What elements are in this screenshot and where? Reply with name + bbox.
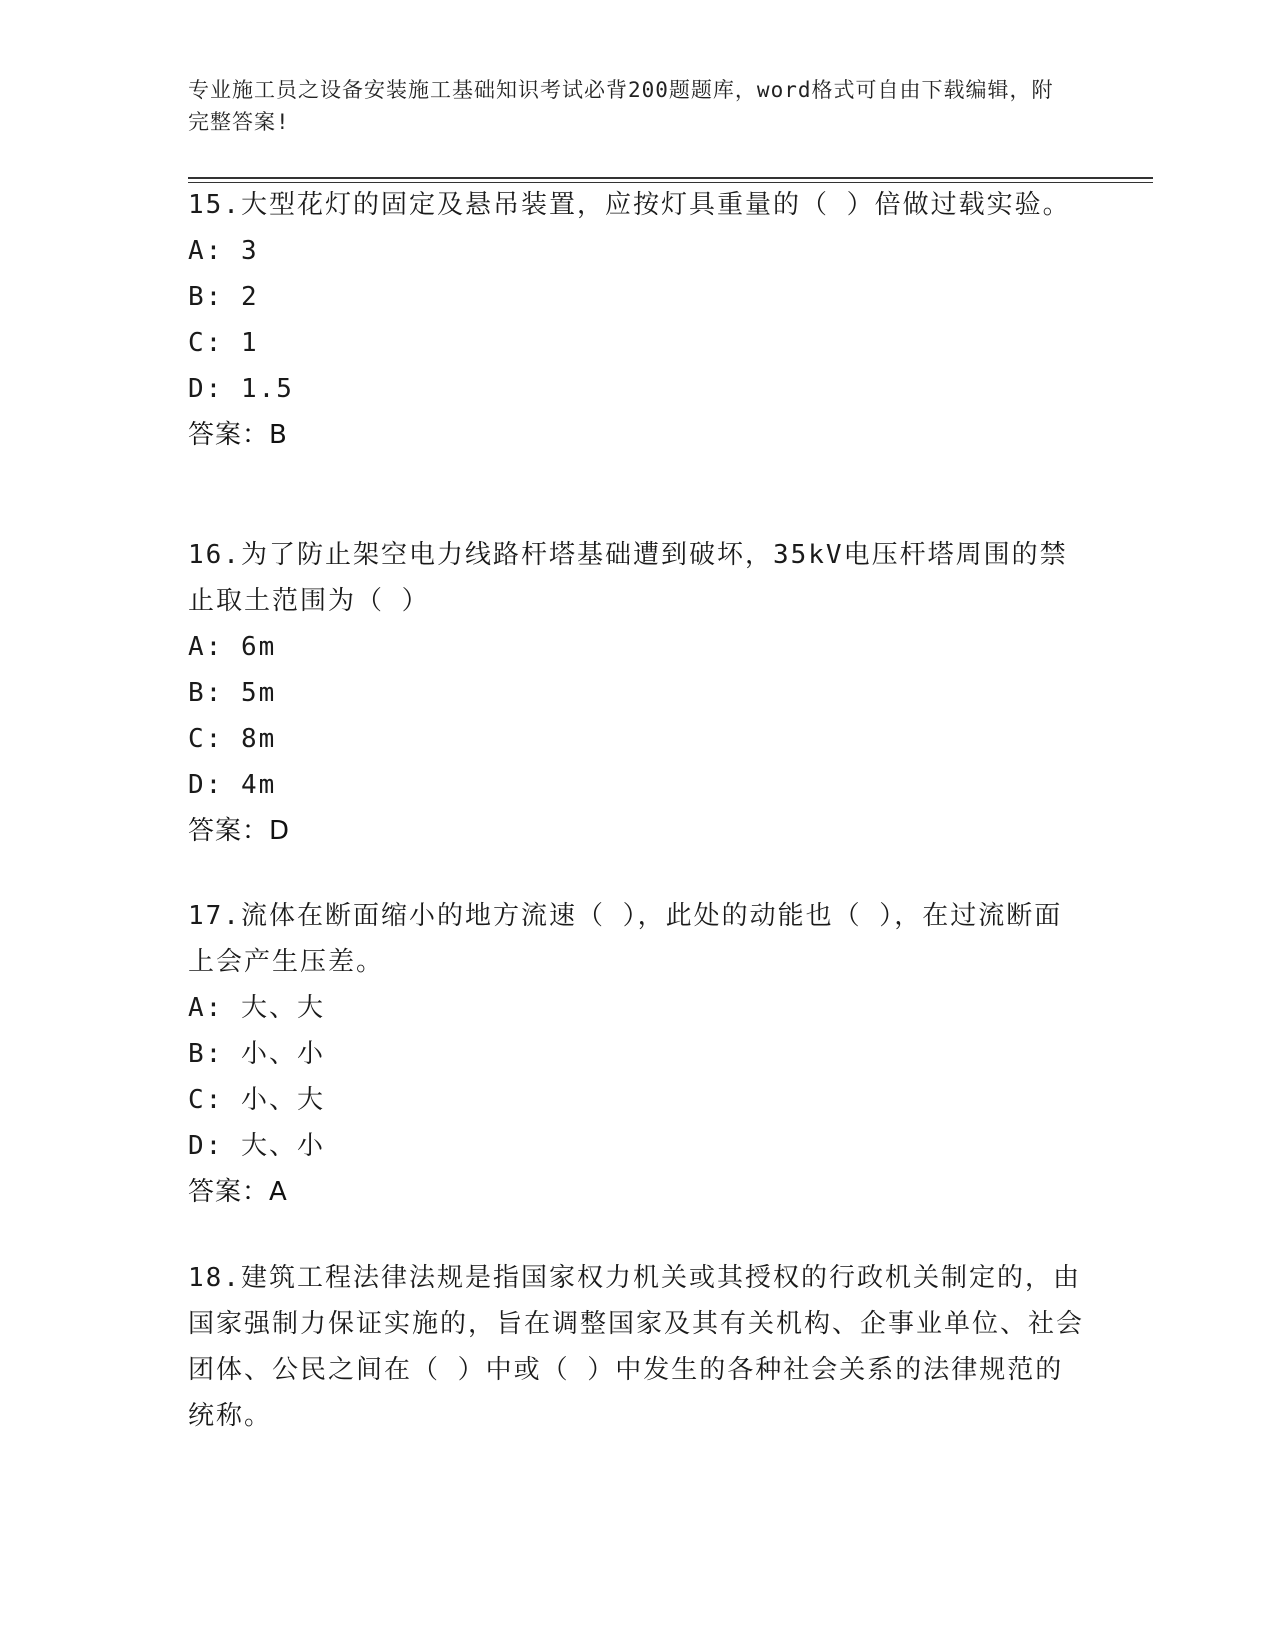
question-15	[188, 182, 1088, 458]
option-a: A: 大、大	[188, 993, 325, 1023]
option-b: B: 2	[188, 282, 259, 312]
option-c: C: 8m	[188, 724, 277, 754]
option-a: A: 6m	[188, 632, 277, 662]
question-16	[188, 532, 1088, 854]
option-d: D: 大、小	[188, 1131, 325, 1161]
question-text: 18.建筑工程法律法规是指国家权力机关或其授权的行政机关制定的，由国家强制力保证实施的，旨在调整国家及其有关机构、企事业单位、社会团体、公民之间在（ ）中或（ ）中发生的各种社会关系的法律规范的统称。	[188, 1263, 1085, 1431]
question-text: 15.大型花灯的固定及悬吊装置，应按灯具重量的（ ）倍做过载实验。	[188, 190, 1071, 220]
question-text: 16.为了防止架空电力线路杆塔基础遭到破坏，35kV电压杆塔周围的禁止取土范围为（ ）	[188, 540, 1068, 616]
option-c: C: 1	[188, 328, 259, 358]
answer: 答案：B	[188, 420, 288, 450]
option-b: B: 小、小	[188, 1039, 325, 1069]
option-d: D: 1.5	[188, 374, 294, 404]
question-text: 17.流体在断面缩小的地方流速（ ），此处的动能也（ ），在过流断面上会产生压差。	[188, 901, 1063, 977]
option-c: C: 小、大	[188, 1085, 325, 1115]
option-b: B: 5m	[188, 678, 277, 708]
answer: 答案：D	[188, 816, 291, 846]
answer: 答案：A	[188, 1177, 288, 1207]
option-a: A: 3	[188, 236, 259, 266]
option-d: D: 4m	[188, 770, 277, 800]
question-17	[188, 893, 1088, 1215]
document-header: 专业施工员之设备安装施工基础知识考试必背200题题库，word格式可自由下载编辑，附完整答案!	[188, 78, 1054, 134]
question-18	[188, 1255, 1088, 1439]
header-divider	[188, 177, 1153, 179]
